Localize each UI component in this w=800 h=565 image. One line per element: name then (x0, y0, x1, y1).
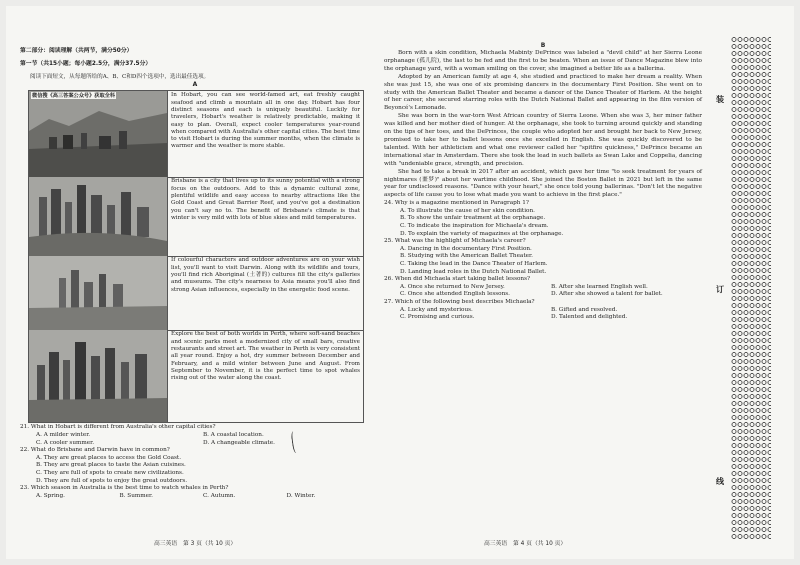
question-23-options (20, 493, 370, 501)
subsection-title: 第一节（共15小题；每小题2.5分，满分37.5分） (20, 61, 152, 67)
question-27: 27. Which of the following best describes Michaela? (384, 298, 535, 305)
q25-option-d[interactable]: D. Landing lead roles in the Dutch National Ballet. (400, 268, 547, 275)
question-22: 22. What do Brisbane and Darwin have in common? (20, 447, 170, 454)
q22-option-c[interactable]: C. They are full of spots to create new civilizations. (36, 469, 184, 476)
q22-option-a[interactable]: A. They are great places to access the Gold Coast. (36, 454, 182, 461)
question-21: 21. What in Hobart is different from Australia's other capital cities? (20, 424, 216, 431)
hobart-text: In Hobart, you can see world-famed art, eat freshly caught seafood and climb a mountain all in one day. Hobart has four distinct seasons and each is uniquely beautiful. Luckily for travelers, Hobart's weather is relatively predictable, making it easy to plan. Overall, expect cooler temperatures year-round when compared with Australia's other capital cities. The best time to visit Hobart is during the summer months, when the climate is warmer and the weather is more stable. (171, 92, 360, 150)
q27-option-c[interactable]: C. Promising and curious. (400, 314, 475, 321)
q27-option-b[interactable]: B. Gifted and resolved. (551, 306, 618, 313)
watermark-text: 微信搜《高三答案公众号》获取全科 (32, 93, 116, 100)
q23-option-a[interactable]: A. Spring. (36, 492, 65, 499)
q21-option-b[interactable]: B. A coastal location. (203, 432, 264, 438)
city-row-hobart (29, 91, 363, 178)
passage-b-label: B (540, 42, 546, 49)
binding-dot-pattern (731, 36, 771, 541)
q24-option-c[interactable]: C. To indicate the inspiration for Michaela's dream. (400, 223, 549, 229)
q25-option-c[interactable]: C. Taking the lead in the Dance Theater of Harlem. (400, 260, 548, 267)
question-21-options (20, 432, 370, 440)
darwin-city-image (29, 256, 168, 330)
right-page (384, 42, 702, 322)
q23-option-b[interactable]: B. Summer. (119, 492, 153, 499)
city-row-brisbane (29, 177, 363, 257)
q26-option-c[interactable]: C. Once she attended English lessons. (400, 291, 510, 298)
darwin-text: If colourful characters and outdoor adventures are on your wish list, you'll want to visit Darwin. Along with its wildlife and tours, you'll find rich Aboriginal (土著的) cultures fill the city's galleries and museums. The city's nearness to Asia means you'll also find strong Asian influences, especially in the energetic food scene. (171, 257, 360, 293)
q24-option-d[interactable]: D. To explain the variety of magazines at the orphanage. (400, 230, 564, 237)
q24-option-a[interactable]: A. To illustrate the cause of her skin condition. (400, 207, 535, 214)
passage-b-paragraph-3: She was born in the war-torn West African country of Sierra Leone. When she was 3, her miner father was killed and her mother died of hunger. At the orphanage, she took to turning around quickly and standing on the tips of her toes, and the DePrinces, the couple who adopted her and brought her back to New Jersey, promised to take her to ballet lessons once she excelled in English. She was quickly discovered to be talented. With her athleticism and what one reviewer called her "spitfire quickness," DePrince became an international star in Amsterdam. There she took the lead in such ballets as Swan Lake and Coppelia, dancing with "undeniable grace, strength, and precision. (384, 113, 702, 167)
question-26: 26. When did Michaela start taking ballet lessons? (384, 276, 531, 283)
brisbane-text: Brisbane is a city that lives up to its sunny potential with a strong focus on the outdoors. Add to this a dynamic cultural zone, plentiful wildlife and easy access to nearby attractions like the Gold Coast and Great Barrier Reef, and you've got a destination you can't say no to. The benefit of Brisbane's climate is that winter is very mild with lots of blue skies and mild temperatures. (171, 178, 360, 221)
instruction: 阅读下面短文，从每题所给的A、B、C和D四个选项中，选出最佳选项。 (30, 74, 210, 81)
q25-option-a[interactable]: A. Dancing in the documentary First Position. (400, 245, 532, 252)
binding-mark-zhuang: 装 (716, 95, 724, 104)
q22-option-d[interactable]: D. They are full of spots to enjoy the great outdoors. (36, 477, 188, 484)
q22-option-b[interactable]: B. They are great places to taste the Asian cuisines. (36, 462, 186, 469)
q21-option-c[interactable]: C. A cooler summer. (36, 439, 95, 446)
q26-option-d[interactable]: D. After she showed a talent for ballet. (551, 291, 663, 298)
q21-option-d[interactable]: D. A changeable climate. (203, 439, 275, 446)
q25-option-b[interactable]: B. Studying with the American Ballet Theater. (400, 253, 533, 260)
q23-option-d[interactable]: D. Winter. (286, 492, 316, 499)
left-page-footer: 高三英语 第 3 页（共 10 页） (154, 541, 237, 547)
section-title: 第二部分：阅读理解（共两节，满分50分） (20, 47, 133, 54)
city-row-perth (29, 330, 363, 422)
right-page-footer: 高三英语 第 4 页（共 10 页） (484, 541, 567, 547)
city-row-darwin (29, 256, 363, 331)
q26-option-b[interactable]: B. After she learned English well. (551, 283, 648, 290)
passage-b-paragraph-4: She had to take a break in 2017 after an accident, which gave her time "to seek treatment for years of nightmares (噩梦)" about her wartime childhood. She joined the Boston Ballet in 2021 but left in the same year for undisclosed reasons. "Dance with your heart," she once told young ballerinas. "Don't let the negative aspects of life cause you to lose what made you want to achieve in the first place." (384, 168, 702, 199)
perth-city-image (29, 330, 168, 422)
q27-option-d[interactable]: D. Talented and delighted. (551, 314, 628, 321)
q23-option-c[interactable]: C. Autumn. (203, 492, 236, 499)
question-23: 23. Which season in Australia is the best time to watch whales in Perth? (20, 485, 229, 492)
brisbane-city-image (29, 177, 168, 256)
q21-option-a[interactable]: A. A milder winter. (36, 432, 91, 438)
hobart-city-image (29, 91, 168, 177)
question-24: 24. Why is a magazine mentioned in Paragraph 1? (384, 200, 529, 207)
perth-text: Explore the best of both worlds in Perth, where soft-sand beaches and scenic parks meet a modernized city of small bars, creative restaurants and street art. The weather in Perth is very consistent all year round. Enjoy a hot, dry summer between December and February, and a mild winter between June and August. From September to November, it is the perfect time to spot whales rising out of the water along the coast. (171, 331, 360, 382)
passage-a-label: A (192, 81, 198, 89)
binding-mark-xian: 线 (716, 477, 724, 486)
exam-sheet (6, 6, 794, 559)
passage-b-paragraph-2: Adopted by an American family at age 4, she studied and practiced to make her dream a reality. When she was just 15, she was one of six promising dancers in the documentary First Position. She went on to study with the American Ballet Theater and became a dancer of the Dance Theater of Harlem. At the height of her career, she secured starring roles with the Dutch National Ballet and appearing in the film version of Beyoncé's Lemonade. (384, 73, 702, 112)
q24-option-b[interactable]: B. To show the unfair treatment at the orphanage. (400, 215, 546, 222)
binding-mark-ding: 订 (716, 285, 724, 294)
q26-option-a[interactable]: A. Once she returned to New Jersey. (400, 283, 505, 290)
passage-b-paragraph-1: Born with a skin condition, Michaela Mabinty DePrince was labeled a "devil child" at her Sierra Leone orphanage (孤儿院), the last to be fed and the first to be beaten. When an issue of Dance Magazine blew into the orphanage yard, with a woman smiling on the cover, she imagined a better life as a ballerina. (384, 50, 702, 72)
city-table (28, 90, 364, 423)
left-page (20, 42, 370, 500)
questions-21-23 (20, 424, 370, 500)
q27-option-a[interactable]: A. Lucky and mysterious. (400, 306, 473, 313)
question-25: 25. What was the highlight of Michaela's career? (384, 238, 526, 245)
